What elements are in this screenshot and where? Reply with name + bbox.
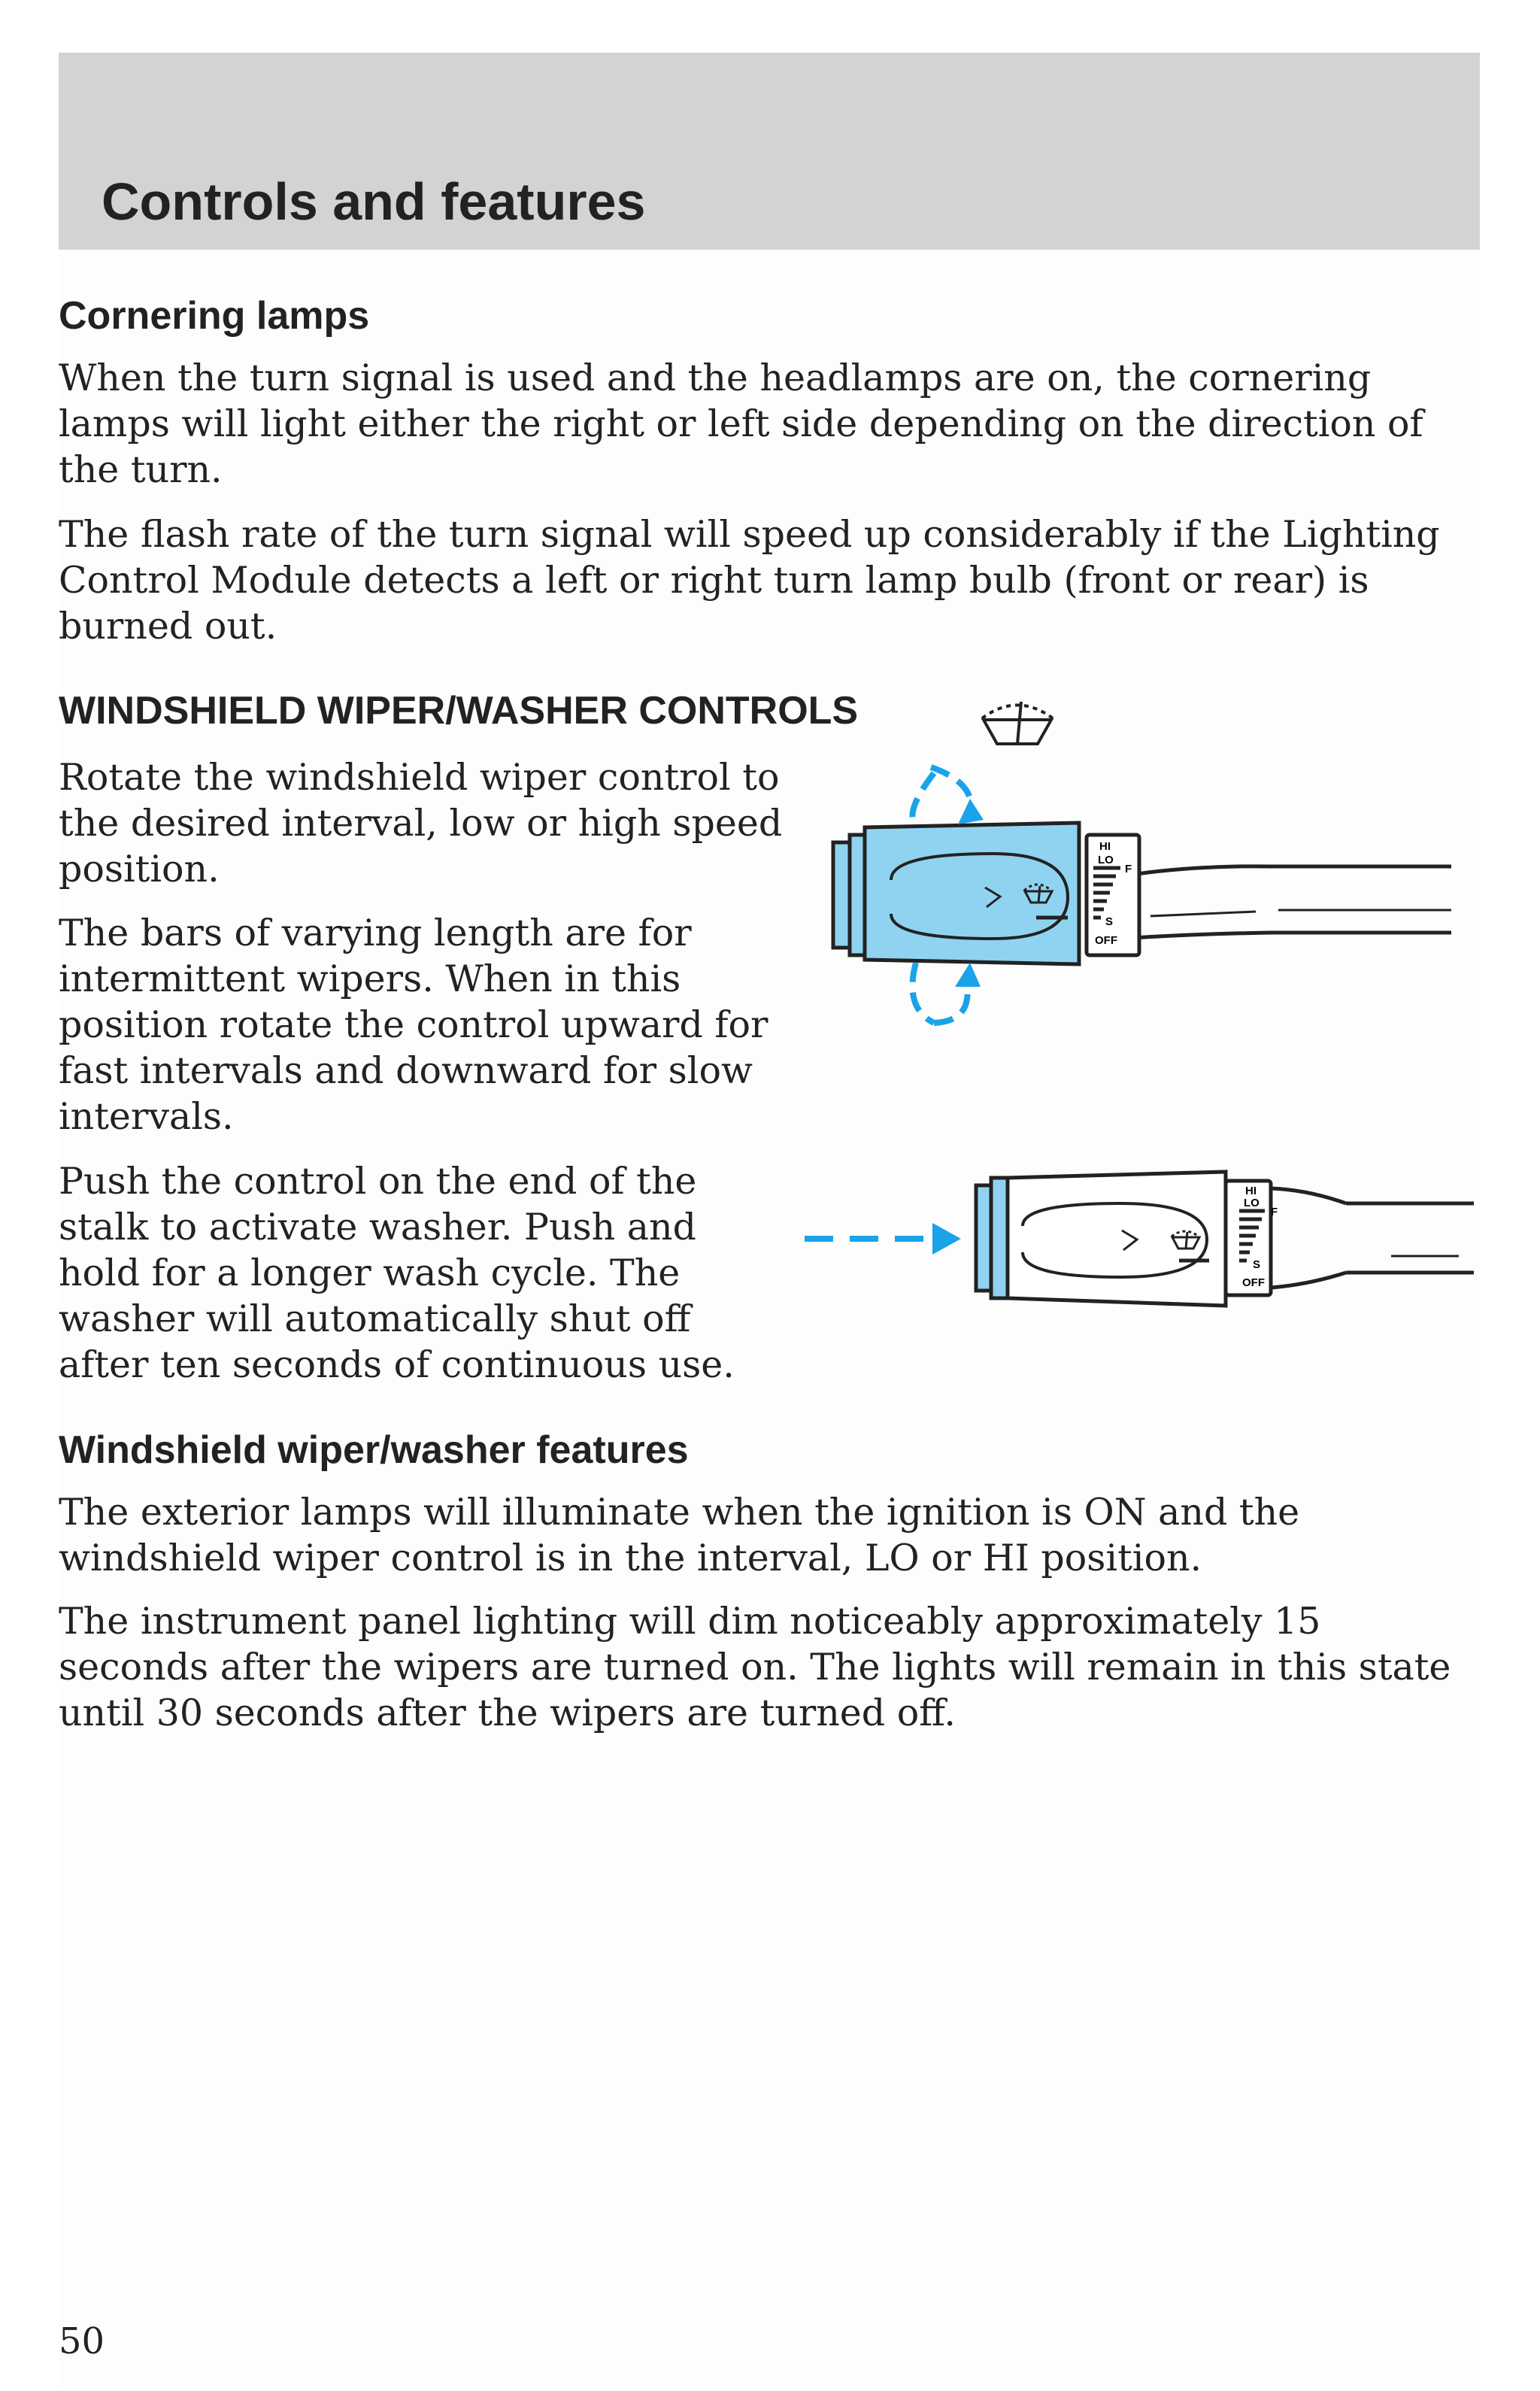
stalk-label-s: S — [1105, 915, 1114, 928]
wiper-rotate-illustration — [820, 760, 1474, 1038]
wiper-paragraph-2: The bars of varying length are for intermittent wipers. When in this position rotate the control upward for fast intervals and downward for slow intervals. — [59, 912, 768, 1138]
stalk-label-f: F — [1125, 863, 1132, 875]
features-paragraph-1: The exterior lamps will illuminate when the ignition is ON and the windshield wiper control is in the interval, LO or HI position. — [59, 1491, 1300, 1579]
page-title: Controls and features — [102, 172, 646, 231]
wiper-icon — [976, 688, 1059, 748]
washer-stalk-label-s: S — [1253, 1258, 1261, 1271]
wiper-paragraph-3: Push the control on the end of the stalk to activate washer. Push and hold for a longer wash cycle. The washer will automatically shut off after ten seconds of continuous use. — [59, 1160, 735, 1386]
wiper-heading: WINDSHIELD WIPER/WASHER CONTROLS — [59, 689, 859, 733]
stalk-label-hi: HI — [1099, 840, 1111, 853]
page-number: 50 — [59, 2320, 105, 2362]
features-heading: Windshield wiper/washer features — [59, 1428, 689, 1472]
stalk-label-off: OFF — [1095, 934, 1117, 947]
wiper-paragraph-1: Rotate the windshield wiper control to the desired interval, low or high speed position. — [59, 756, 783, 891]
washer-stalk-label-hi: HI — [1245, 1185, 1257, 1197]
washer-stalk-label-lo: LO — [1244, 1197, 1260, 1209]
features-paragraph-2: The instrument panel lighting will dim noticeably approximately 15 seconds after the wipers are turned on. The lights will remain in this state until 30 seconds after the wipers are turned off. — [59, 1600, 1451, 1734]
washer-stalk-label-off: OFF — [1242, 1276, 1265, 1289]
cornering-paragraph-1: When the turn signal is used and the headlamps are on, the cornering lamps will light either the right or left side depending on the direction of the turn. — [59, 357, 1423, 491]
washer-stalk-label-f: F — [1271, 1206, 1278, 1218]
cornering-heading: Cornering lamps — [59, 294, 370, 338]
stalk-label-lo: LO — [1098, 854, 1114, 866]
cornering-paragraph-2: The flash rate of the turn signal will speed up considerably if the Lighting Control Module detects a left or right turn lamp bulb (front or rear) is burned out. — [59, 513, 1440, 648]
push-arrow-icon — [805, 1223, 961, 1255]
washer-push-illustration — [797, 1158, 1481, 1324]
